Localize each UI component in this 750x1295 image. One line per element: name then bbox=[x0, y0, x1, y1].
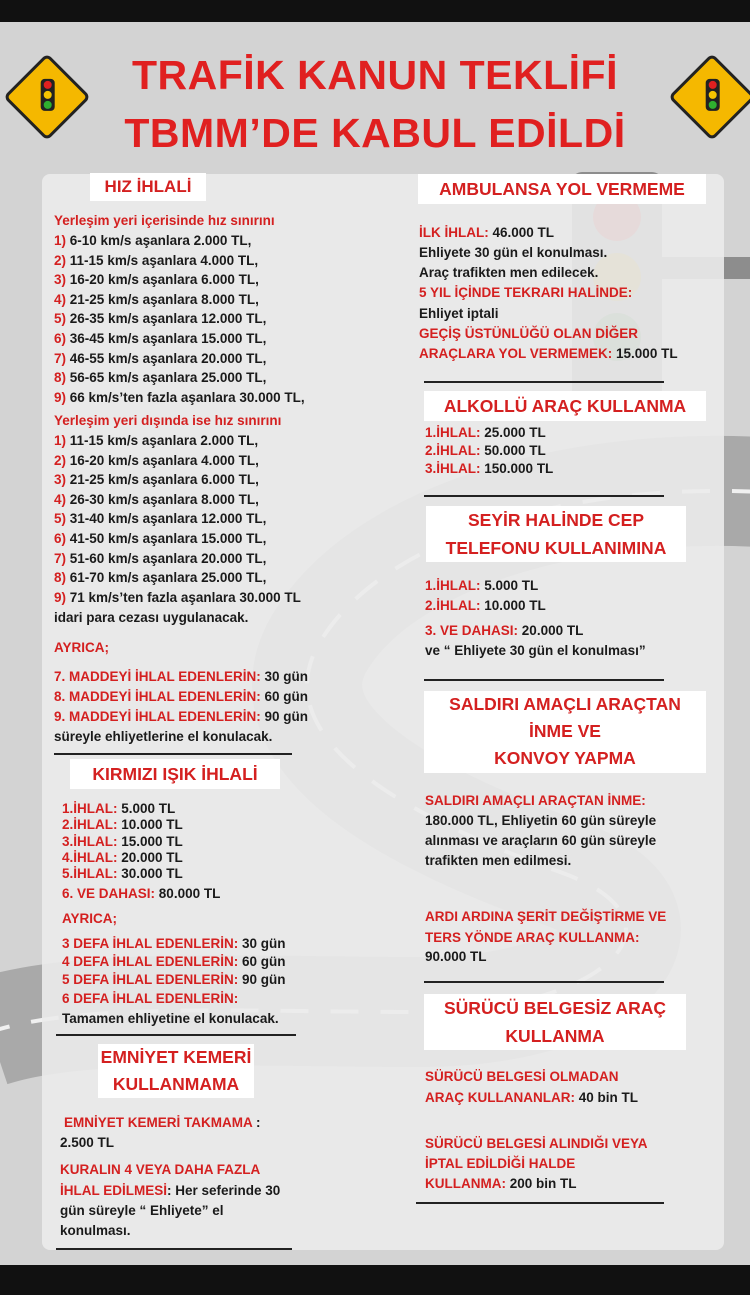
telefon-item-label: 2.İHLAL: bbox=[425, 598, 481, 613]
emniyet-takmama-label: EMNİYET KEMERİ TAKMAMA bbox=[64, 1115, 253, 1130]
divider bbox=[424, 495, 664, 497]
divider bbox=[56, 1248, 292, 1250]
hiz-in-title: Yerleşim yeri içerisinde hız sınırını bbox=[54, 213, 275, 228]
emniyet-line1 bbox=[64, 1113, 261, 1133]
hiz-out-item-label: 8) bbox=[54, 570, 67, 586]
ambulans-gecis-label: ARAÇLARA YOL VERMEMEK: bbox=[419, 346, 613, 361]
hiz-in-item-value: 21-25 km/s aşanlara 8.000 TL, bbox=[69, 291, 259, 307]
madde-item-value: 30 gün bbox=[264, 669, 309, 684]
hiz-in-item-label: 7) bbox=[54, 350, 67, 366]
kirmizi-item-value: 15.000 TL bbox=[121, 833, 183, 849]
emniyet-header-line1: EMNİYET KEMERİ bbox=[100, 1047, 252, 1067]
alkol-item-label: 1.İHLAL: bbox=[425, 425, 481, 440]
infographic-page bbox=[0, 22, 750, 1265]
emniyet-kural-line2 bbox=[60, 1181, 280, 1201]
surucu-line2 bbox=[425, 1088, 638, 1108]
hiz-out-item-label: 2) bbox=[54, 452, 67, 468]
telefon-item-label: 3. VE DAHASI: bbox=[425, 623, 519, 638]
telefon-item-value: 10.000 TL bbox=[484, 598, 546, 613]
kirmizi-item-value: 20.000 TL bbox=[121, 849, 183, 865]
alkol-item bbox=[425, 423, 546, 443]
divider bbox=[424, 981, 664, 983]
hiz-out-item bbox=[54, 549, 266, 569]
ambulans-line6: GEÇİŞ ÜSTÜNLÜĞÜ OLAN DİĞER bbox=[419, 326, 639, 341]
hiz-in-item-value: 11-15 km/s aşanlara 4.000 TL, bbox=[69, 252, 259, 268]
emniyet-kural-rest: : Her seferinde 30 bbox=[167, 1183, 281, 1198]
telefon-item bbox=[425, 576, 538, 596]
hiz-out-item-label: 9) bbox=[54, 589, 67, 605]
kirmizi-item-value: 5.000 TL bbox=[121, 801, 176, 816]
hiz-in-item-value: 56-65 km/s aşanlara 25.000 TL, bbox=[69, 370, 267, 386]
defa-item-label: 4 DEFA İHLAL EDENLERİN: bbox=[62, 954, 239, 970]
hiz-in-item-value: 36-45 km/s aşanlara 15.000 TL, bbox=[69, 331, 267, 346]
telefon-item-value: 20.000 TL bbox=[521, 623, 584, 638]
kirmizi-item-value: 80.000 TL bbox=[158, 885, 221, 901]
page-title-line2: TBMM’DE KABUL EDİLDİ bbox=[124, 110, 626, 156]
hiz-out-item-label: 4) bbox=[54, 491, 67, 507]
telefon-header-line2: TELEFONU KULLANIMINA bbox=[445, 538, 667, 558]
kirmizi-footer: Tamamen ehliyetine el konulacak. bbox=[62, 1011, 279, 1026]
hiz-in-item-label: 5) bbox=[54, 311, 67, 327]
hiz-out-item bbox=[54, 470, 259, 490]
hiz-in-item-label: 1) bbox=[54, 233, 67, 248]
hiz-footer: idari para cezası uygulanacak. bbox=[54, 610, 249, 625]
alkol-item-label: 3.İHLAL: bbox=[425, 461, 481, 476]
madde-item bbox=[54, 687, 308, 707]
hiz-in-item bbox=[54, 329, 266, 349]
hiz-in-item-label: 3) bbox=[54, 272, 67, 288]
defa-item bbox=[62, 989, 238, 1009]
saldiri-line2: 180.000 TL, Ehliyetin 60 gün süreyle bbox=[425, 813, 657, 828]
kirmizi-isik-header: KIRMIZI IŞIK İHLALİ bbox=[70, 759, 280, 789]
hiz-out-item bbox=[54, 568, 266, 588]
alkol-item-value: 50.000 TL bbox=[484, 443, 546, 458]
telefon-header bbox=[426, 506, 686, 562]
hiz-in-item-value: 66 km/s’ten fazla aşanlara 30.000 TL, bbox=[69, 389, 305, 405]
emniyet-kural-label: İHLAL EDİLMESİ bbox=[60, 1183, 168, 1198]
hiz-out-item-value: 26-30 km/s aşanlara 8.000 TL, bbox=[69, 491, 259, 507]
surucu-kullananlar-label: ARAÇ KULLANANLAR: bbox=[425, 1090, 575, 1105]
hiz-out-title: Yerleşim yeri dışında ise hız sınırını bbox=[54, 413, 282, 428]
defa-item-label: 5 DEFA İHLAL EDENLERİN: bbox=[62, 972, 239, 988]
kirmizi-item-label: 1.İHLAL: bbox=[62, 801, 118, 816]
hiz-in-item-value: 46-55 km/s aşanlara 20.000 TL, bbox=[69, 350, 267, 366]
kirmizi-item bbox=[62, 884, 220, 904]
ambulans-line4: 5 YIL İÇİNDE TEKRARI HALİNDE: bbox=[419, 285, 633, 300]
surucu-header bbox=[424, 994, 686, 1050]
defa-item-label: 3 DEFA İHLAL EDENLERİN: bbox=[62, 936, 239, 951]
emniyet-kural-line1: KURALIN 4 VEYA DAHA FAZLA bbox=[60, 1162, 261, 1177]
surucu-kullanma-label: KULLANMA: bbox=[425, 1176, 506, 1191]
hiz-in-item-label: 6) bbox=[54, 331, 67, 346]
hiz-out-item-label: 6) bbox=[54, 531, 67, 546]
emniyet-takmama-value: 2.500 TL bbox=[60, 1135, 115, 1150]
hiz-out-item-value: 21-25 km/s aşanlara 6.000 TL, bbox=[69, 472, 259, 488]
saldiri-line5: ARDI ARDINA ŞERİT DEĞİŞTİRME VE bbox=[425, 909, 667, 924]
hiz-out-item bbox=[54, 490, 259, 510]
defa-item-value: 60 gün bbox=[242, 954, 286, 970]
madde-item-label: 9. MADDEYİ İHLAL EDENLERİN: bbox=[54, 709, 261, 724]
defa-item-value: 90 gün bbox=[242, 972, 286, 988]
madde-item bbox=[54, 707, 308, 727]
saldiri-line1: SALDIRI AMAÇLI ARAÇTAN İNME: bbox=[425, 793, 646, 808]
madde-item-value: 90 gün bbox=[264, 709, 309, 724]
emniyet-kemeri-header bbox=[98, 1044, 254, 1098]
hiz-ayrica: AYRICA; bbox=[54, 640, 110, 655]
hiz-out-item bbox=[54, 529, 266, 549]
divider bbox=[54, 753, 292, 755]
ambulans-ilk-value: 46.000 TL bbox=[492, 225, 555, 240]
emniyet-kural-line3: gün süreyle “ Ehliyete” el bbox=[60, 1203, 224, 1218]
hiz-in-item-value: 26-35 km/s aşanlara 12.000 TL, bbox=[69, 311, 267, 327]
saldiri-line4: trafikten men edilmesi. bbox=[425, 853, 572, 868]
saldiri-header-line2: İNME VE bbox=[529, 721, 601, 741]
hiz-in-item-label: 4) bbox=[54, 291, 67, 307]
kirmizi-ayrica: AYRICA; bbox=[62, 911, 118, 926]
defa-item bbox=[62, 952, 286, 972]
hiz-out-item-value: 41-50 km/s aşanlara 15.000 TL, bbox=[69, 531, 267, 546]
hiz-out-item bbox=[54, 588, 301, 608]
surucu-header-line2: KULLANMA bbox=[505, 1026, 605, 1046]
ambulans-ilk-label: İLK İHLAL: bbox=[419, 225, 489, 240]
surucu-line4: İPTAL EDİLDİĞİ HALDE bbox=[425, 1156, 576, 1171]
kirmizi-item-value: 30.000 TL bbox=[121, 866, 183, 882]
surucu-line5 bbox=[425, 1174, 577, 1194]
surucu-line1: SÜRÜCÜ BELGESİ OLMADAN bbox=[425, 1069, 619, 1084]
hiz-in-item-label: 2) bbox=[54, 252, 67, 268]
ambulans-gecis-value: 15.000 TL bbox=[616, 346, 678, 361]
alkol-header: ALKOLLÜ ARAÇ KULLANMA bbox=[424, 391, 706, 421]
telefon-item bbox=[425, 621, 583, 641]
madde-item-label: 7. MADDEYİ İHLAL EDENLERİN: bbox=[54, 669, 261, 684]
defa-item-value: 30 gün bbox=[242, 936, 286, 951]
alkol-item-label: 2.İHLAL: bbox=[425, 443, 481, 458]
alkol-item-value: 150.000 TL bbox=[484, 461, 554, 476]
kirmizi-item-label: 5.İHLAL: bbox=[62, 866, 118, 882]
telefon-item bbox=[425, 596, 546, 616]
emniyet-takmama-colon: : bbox=[252, 1115, 261, 1130]
defa-item bbox=[62, 934, 286, 954]
telefon-item-value: 5.000 TL bbox=[484, 578, 539, 593]
hiz-in-item-value: 6-10 km/s aşanlara 2.000 TL, bbox=[69, 233, 252, 248]
emniyet-kural-line4: konulması. bbox=[60, 1223, 131, 1238]
hiz-out-item-value: 31-40 km/s aşanlara 12.000 TL, bbox=[69, 511, 267, 527]
ambulans-line3: Araç trafikten men edilecek. bbox=[419, 265, 599, 280]
hiz-in-item bbox=[54, 270, 259, 290]
saldiri-header-line1: SALDIRI AMAÇLI ARAÇTAN bbox=[449, 694, 681, 714]
page-title-line1: TRAFİK KANUN TEKLİFİ bbox=[131, 52, 618, 98]
saldiri-header bbox=[424, 691, 706, 773]
telefon-item-label: 1.İHLAL: bbox=[425, 578, 481, 593]
hiz-out-item bbox=[54, 451, 259, 471]
surucu-kullananlar-value: 40 bin TL bbox=[578, 1090, 639, 1105]
hiz-out-item-label: 7) bbox=[54, 550, 67, 566]
hiz-out-item-value: 51-60 km/s aşanlara 20.000 TL, bbox=[69, 550, 267, 566]
hiz-out-item-label: 1) bbox=[54, 433, 67, 448]
hiz-out-item-label: 5) bbox=[54, 511, 67, 527]
hiz-out-item-value: 16-20 km/s aşanlara 4.000 TL, bbox=[69, 452, 259, 468]
hiz-out-item-value: 11-15 km/s aşanlara 2.000 TL, bbox=[69, 433, 259, 448]
hiz-in-item bbox=[54, 368, 266, 388]
telefon-note: ve “ Ehliyete 30 gün el konulması” bbox=[425, 643, 646, 658]
telefon-header-line1: SEYİR HALİNDE CEP bbox=[468, 510, 644, 530]
hiz-in-item bbox=[54, 349, 266, 369]
hiz-in-item-label: 8) bbox=[54, 370, 67, 386]
ambulans-line5: Ehliyet iptali bbox=[419, 306, 499, 321]
madde-footer: süreyle ehliyetlerine el konulacak. bbox=[54, 729, 273, 744]
hiz-out-item bbox=[54, 431, 258, 451]
kirmizi-item-label: 4.İHLAL: bbox=[62, 849, 118, 865]
kirmizi-item bbox=[62, 864, 183, 884]
ambulans-line1 bbox=[419, 223, 554, 243]
surucu-line3: SÜRÜCÜ BELGESİ ALINDIĞI VEYA bbox=[425, 1136, 648, 1151]
hiz-in-item-value: 16-20 km/s aşanlara 6.000 TL, bbox=[69, 272, 259, 288]
hiz-in-item bbox=[54, 251, 258, 271]
hiz-out-item-value: 71 km/s’ten fazla aşanlara 30.000 TL bbox=[69, 589, 301, 605]
saldiri-header-line3: KONVOY YAPMA bbox=[494, 748, 636, 768]
hiz-out-item-label: 3) bbox=[54, 472, 67, 488]
kirmizi-item-value: 10.000 TL bbox=[121, 817, 183, 833]
hiz-in-item bbox=[54, 290, 259, 310]
saldiri-line3: alınması ve araçların 60 gün süreyle bbox=[425, 833, 657, 848]
madde-item-value: 60 gün bbox=[264, 689, 309, 704]
madde-item bbox=[54, 667, 308, 687]
defa-item-label: 6 DEFA İHLAL EDENLERİN: bbox=[62, 990, 239, 1006]
saldiri-line7: 90.000 TL bbox=[425, 949, 487, 964]
divider bbox=[424, 381, 664, 383]
hiz-in-item-label: 9) bbox=[54, 389, 67, 405]
kirmizi-item-label: 2.İHLAL: bbox=[62, 817, 118, 833]
madde-item-label: 8. MADDEYİ İHLAL EDENLERİN: bbox=[54, 689, 261, 704]
ambulans-header: AMBULANSA YOL VERMEME bbox=[418, 174, 706, 204]
hiz-out-item bbox=[54, 509, 266, 529]
divider bbox=[416, 1202, 664, 1204]
kirmizi-item-label: 3.İHLAL: bbox=[62, 833, 118, 849]
hiz-in-item bbox=[54, 231, 251, 251]
hiz-ihlali-header: HIZ İHLALİ bbox=[90, 173, 206, 201]
kirmizi-item-label: 6. VE DAHASI: bbox=[62, 885, 156, 901]
defa-item bbox=[62, 970, 286, 990]
hiz-in-item bbox=[54, 309, 266, 329]
alkol-item-value: 25.000 TL bbox=[484, 425, 546, 440]
alkol-item bbox=[425, 459, 553, 479]
divider bbox=[56, 1034, 296, 1036]
hiz-out-item-value: 61-70 km/s aşanlara 25.000 TL, bbox=[69, 570, 267, 586]
surucu-kullanma-value: 200 bin TL bbox=[509, 1176, 577, 1191]
surucu-header-line1: SÜRÜCÜ BELGESİZ ARAÇ bbox=[444, 998, 666, 1018]
alkol-item bbox=[425, 441, 546, 461]
ambulans-line2: Ehliyete 30 gün el konulması. bbox=[419, 245, 608, 260]
divider bbox=[424, 679, 664, 681]
ambulans-line7 bbox=[419, 344, 678, 364]
saldiri-line6: TERS YÖNDE ARAÇ KULLANMA: bbox=[425, 930, 640, 945]
hiz-in-item bbox=[54, 388, 305, 408]
emniyet-header-line2: KULLANMAMA bbox=[112, 1074, 240, 1094]
